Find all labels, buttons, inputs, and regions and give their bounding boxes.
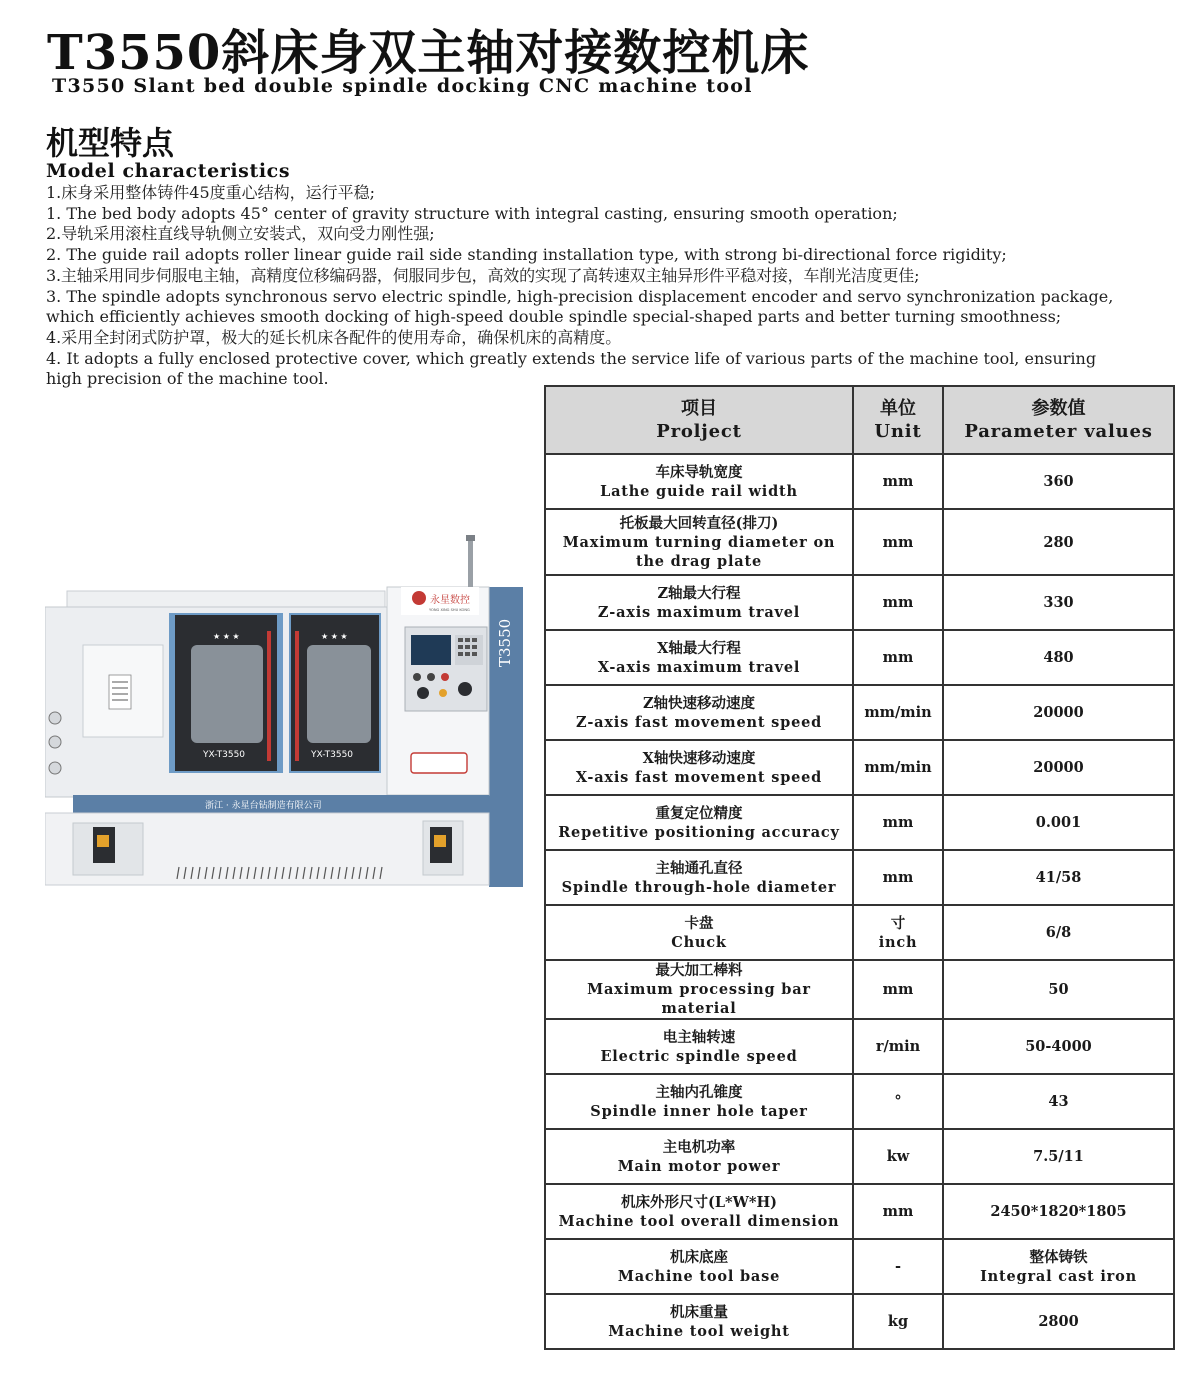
table-row xyxy=(545,1239,1174,1294)
feature-line: high precision of the machine tool. xyxy=(46,369,329,389)
cell-item-text: 电主轴转速 xyxy=(662,1028,736,1046)
table-row xyxy=(545,850,1174,905)
cell-unit xyxy=(853,575,943,630)
control-screen xyxy=(411,635,451,665)
cell-item-text: 主轴内孔锥度 xyxy=(655,1083,743,1101)
cell-value xyxy=(943,1074,1174,1129)
cell-item-text: 主轴通孔直径 xyxy=(655,859,743,877)
cell-item-text: 机床外形尺寸(L*W*H) xyxy=(620,1193,778,1211)
cell-unit xyxy=(853,454,943,509)
table-row xyxy=(545,1074,1174,1129)
cell-value xyxy=(943,509,1174,575)
feature-line: 4. It adopts a fully enclosed protective cover, which greatly extends the service life of various parts of the machine tool, ensuring xyxy=(46,348,1097,368)
cell-unit xyxy=(853,1294,943,1349)
cell-item-text: 重复定位精度 xyxy=(655,804,743,822)
cell-value-text: 41/58 xyxy=(1035,869,1082,886)
features-heading: 机型特点 xyxy=(46,124,175,162)
cell-item-text-en: Lathe guide rail width xyxy=(600,482,798,500)
feature-line: 3.主轴采用同步伺服电主轴，高精度位移编码器，伺服同步包，高效的实现了高转速双主轴异形件平稳对接，车削光洁度更佳; xyxy=(46,265,920,285)
feature-line: 1.床身采用整体铸件45度重心结构，运行平稳; xyxy=(46,183,376,202)
cell-item-text: X轴最大行程 xyxy=(657,639,741,657)
cell-value xyxy=(943,1184,1174,1239)
cell-item-text-en: Repetitive positioning accuracy xyxy=(558,823,840,841)
cell-unit xyxy=(853,795,943,850)
cell-value xyxy=(943,850,1174,905)
cell-item xyxy=(545,1239,853,1294)
cell-unit-text: mm/min xyxy=(864,759,932,776)
feature-line: 1. The bed body adopts 45° center of gravity structure with integral casting, ensuring smooth operation; xyxy=(46,203,898,223)
cell-item xyxy=(545,1184,853,1239)
cell-unit-text: mm xyxy=(882,981,914,998)
cell-value-text: 480 xyxy=(1043,649,1074,666)
cell-item-text-en: Maximum turning diameter on the drag plate xyxy=(562,533,836,570)
model-vertical-label: T3550 xyxy=(496,618,514,667)
cell-value-text: 280 xyxy=(1043,533,1074,551)
cell-item-text-en: Main motor power xyxy=(617,1157,781,1175)
cell-value xyxy=(943,575,1174,630)
cell-item xyxy=(545,630,853,685)
cell-unit xyxy=(853,630,943,685)
cell-value xyxy=(943,1129,1174,1184)
cell-item-text-en: Z-axis fast movement speed xyxy=(575,713,823,731)
page-title: T3550斜床身双主轴对接数控机床 xyxy=(47,25,810,81)
table-header-row xyxy=(545,386,1174,454)
table-row xyxy=(545,630,1174,685)
cell-item xyxy=(545,454,853,509)
cell-unit xyxy=(853,905,943,960)
cell-value-text: 整体铸铁 xyxy=(1029,1248,1088,1266)
cell-item-text: 主电机功率 xyxy=(662,1138,736,1156)
cell-unit-text: mm xyxy=(882,814,914,831)
cell-value xyxy=(943,1019,1174,1074)
cell-unit xyxy=(853,1074,943,1129)
table-row xyxy=(545,905,1174,960)
cell-item-text-en: Spindle inner hole taper xyxy=(590,1102,808,1120)
cell-unit xyxy=(853,1019,943,1074)
cell-unit-text: mm xyxy=(882,473,914,490)
svg-text:★ ★ ★: ★ ★ ★ xyxy=(321,632,348,641)
table-row xyxy=(545,1129,1174,1184)
cell-item xyxy=(545,795,853,850)
cell-item-text: 托板最大回转直径(排刀) xyxy=(619,514,779,532)
door-label-left: YX-T3550 xyxy=(203,750,246,760)
cell-value xyxy=(943,685,1174,740)
cell-unit xyxy=(853,850,943,905)
cell-item-text: X轴快速移动速度 xyxy=(642,749,756,767)
cell-value-text: 43 xyxy=(1048,1093,1069,1110)
cell-item-text-en: Machine tool base xyxy=(617,1267,781,1285)
cell-value-text: 7.5/11 xyxy=(1033,1148,1084,1165)
cell-unit-text: mm xyxy=(882,869,914,886)
cell-unit xyxy=(853,509,943,575)
cell-value xyxy=(943,905,1174,960)
cell-unit xyxy=(853,1239,943,1294)
cell-value-text: 360 xyxy=(1043,473,1074,490)
cell-unit-text: kw xyxy=(886,1148,910,1165)
cell-value xyxy=(943,795,1174,850)
cell-item-text: Z轴最大行程 xyxy=(657,584,741,602)
cell-value-text: 2800 xyxy=(1038,1313,1079,1330)
cell-item-text: 机床重量 xyxy=(670,1303,728,1321)
cell-item xyxy=(545,740,853,795)
table-row xyxy=(545,1184,1174,1239)
cell-item xyxy=(545,1294,853,1349)
table-row xyxy=(545,509,1174,575)
cell-item-text-en: Chuck xyxy=(671,933,727,951)
cell-value-text: 20000 xyxy=(1033,759,1084,776)
cell-value xyxy=(943,740,1174,795)
cell-value-text: 50 xyxy=(1048,981,1069,998)
door-label-right: YX-T3550 xyxy=(311,750,354,760)
cell-unit-text-en: inch xyxy=(878,933,918,951)
cell-item-text: Z轴快速移动速度 xyxy=(642,694,756,712)
cell-item-text-en: X-axis fast movement speed xyxy=(575,768,823,786)
cell-item-text: 机床底座 xyxy=(670,1248,728,1266)
cell-unit-text: mm/min xyxy=(864,704,932,721)
features-list xyxy=(46,183,1176,390)
cell-item xyxy=(545,575,853,630)
cell-unit-text: mm xyxy=(882,533,914,551)
cell-item-text-en: Electric spindle speed xyxy=(600,1047,798,1065)
features-heading-en: Model characteristics xyxy=(46,160,291,182)
cell-unit-text: kg xyxy=(887,1313,909,1330)
brand-name: 永星数控 xyxy=(430,595,470,606)
cell-item xyxy=(545,1074,853,1129)
cell-unit xyxy=(853,960,943,1019)
cell-item-text-en: Z-axis maximum travel xyxy=(597,603,801,621)
cell-value-text: 330 xyxy=(1043,594,1074,611)
page-subtitle: T3550 Slant bed double spindle docking CNC machine tool xyxy=(52,75,753,97)
cell-item xyxy=(545,685,853,740)
cell-item xyxy=(545,850,853,905)
cell-item xyxy=(545,509,853,575)
table-row xyxy=(545,454,1174,509)
table-row xyxy=(545,1294,1174,1349)
table-row xyxy=(545,740,1174,795)
cell-value xyxy=(943,454,1174,509)
brand-logo-icon xyxy=(412,591,426,605)
cell-value-text: 0.001 xyxy=(1035,814,1082,831)
cell-item-text-en: Machine tool weight xyxy=(608,1322,790,1340)
cell-unit-text: ° xyxy=(894,1093,902,1110)
brand-name-en: YONG XING SHU KONG xyxy=(429,608,470,612)
spec-table xyxy=(544,385,1175,1350)
table-row xyxy=(545,575,1174,630)
feature-line: 2.导轨采用滚柱直线导轨侧立安装式，双向受力刚性强; xyxy=(46,224,435,244)
cell-item-text: 最大加工棒料 xyxy=(655,962,743,979)
cell-item xyxy=(545,1019,853,1074)
company-plate: 浙江 · 永星台钻制造有限公司 xyxy=(205,801,322,811)
cell-unit-text: mm xyxy=(882,1203,914,1220)
cell-value xyxy=(943,960,1174,1019)
feature-line: 4.采用全封闭式防护罩，极大的延长机床各配件的使用寿命，确保机床的高精度。 xyxy=(46,327,622,347)
feature-line: 2. The guide rail adopts roller linear guide rail side standing installation type, with strong bi-directional force rigidity; xyxy=(46,245,1007,265)
cell-item xyxy=(545,1129,853,1184)
cell-value-text-en: Integral cast iron xyxy=(980,1267,1137,1285)
feature-line: which efficiently achieves smooth docking of high-speed double spindle special-shaped parts and better turning smoothness; xyxy=(46,307,1062,327)
cnc-machine-image xyxy=(45,535,523,887)
cell-unit-text: r/min xyxy=(875,1038,921,1055)
cell-unit-text: 寸 xyxy=(890,914,906,932)
cell-value-text: 20000 xyxy=(1033,704,1084,721)
cell-value-text: 2450*1820*1805 xyxy=(990,1203,1127,1220)
cell-value xyxy=(943,1294,1174,1349)
cell-item xyxy=(545,905,853,960)
cell-item xyxy=(545,960,853,1019)
header-unit: 单位 Unit xyxy=(853,386,943,454)
feature-line: 3. The spindle adopts synchronous servo electric spindle, high-precision displacement encoder and servo synchronization package, xyxy=(46,286,1114,306)
cell-item-text: 卡盘 xyxy=(684,914,714,932)
cell-unit-text: mm xyxy=(882,649,914,666)
cell-item-text-en: X-axis maximum travel xyxy=(597,658,801,676)
table-row xyxy=(545,1019,1174,1074)
table-row xyxy=(545,795,1174,850)
cell-item-text-en: Machine tool overall dimension xyxy=(558,1212,840,1230)
cell-item-text-en: Maximum processing bar material xyxy=(587,981,811,1017)
svg-text:★ ★ ★: ★ ★ ★ xyxy=(213,632,240,641)
header-value: 参数值 Parameter values xyxy=(943,386,1174,454)
cell-unit xyxy=(853,1184,943,1239)
table-row xyxy=(545,960,1174,1019)
cell-item-text: 车床导轨宽度 xyxy=(655,463,743,481)
cell-value xyxy=(943,1239,1174,1294)
cell-value-text: 50-4000 xyxy=(1025,1038,1092,1055)
cell-unit xyxy=(853,740,943,795)
table-row xyxy=(545,685,1174,740)
cell-value-text: 6/8 xyxy=(1045,924,1072,941)
cell-item-text-en: Spindle through-hole diameter xyxy=(561,878,837,896)
header-item: 项目 Proljec​t xyxy=(545,386,853,454)
cell-value xyxy=(943,630,1174,685)
cell-unit xyxy=(853,1129,943,1184)
cell-unit xyxy=(853,685,943,740)
cell-unit-text: - xyxy=(894,1258,902,1275)
cell-unit-text: mm xyxy=(882,594,914,611)
